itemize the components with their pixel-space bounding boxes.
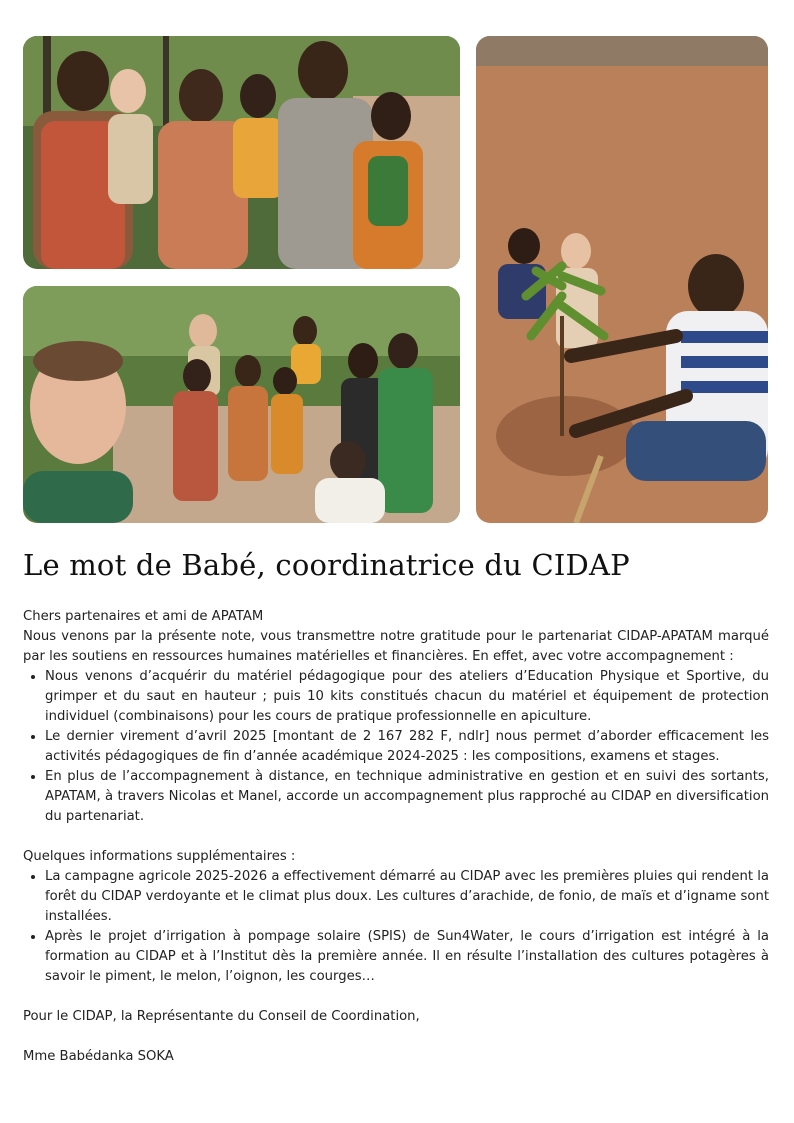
list-item: • Après le projet d’irrigation à pompage solaire (SPIS) de Sun4Water, le cours d’irrigation est intégré à la formation au CIDAP et à l’Institut dès la première année. Il en résulte l’installation des cultures potagères à savoir le piment, le melon, l’oignon, les courges… <box>45 927 769 987</box>
list-item: • La campagne agricole 2025-2026 a effectivement démarré au CIDAP avec les premières pluies qui rendent la forêt du CIDAP verdoyante et le climat plus doux. Les cultures d’arachide, de fonio, de maïs et d’igname sont installées. <box>45 867 769 927</box>
page-title: Le mot de Babé, coordinatrice du CIDAP <box>23 548 630 582</box>
salutation: Chers partenaires et ami de APATAM <box>23 609 264 624</box>
extra-heading: Quelques informations supplémentaires : <box>23 849 296 864</box>
letter-body <box>23 607 769 1067</box>
list-item: • En plus de l’accompagnement à distance, en technique administrative en gestion et en suivi des sortants, APATAM, à travers Nicolas et Manel, accorde un accompagnement plus rapproché au CIDAP en diversification du partenariat. <box>45 767 769 827</box>
list-item: • Le dernier virement d’avril 2025 [montant de 2 167 282 F, ndlr] nous permet d’aborder efficacement les activités pédagogiques de fin d’année académique 2024-2025 : les compositions, examens et stages. <box>45 727 769 767</box>
tree-planting-photo <box>476 36 768 523</box>
group-selfie-photo <box>23 286 460 523</box>
extra-list <box>23 867 769 987</box>
signature: Mme Babédanka SOKA <box>23 1049 174 1064</box>
list-item: • Nous venons d’acquérir du matériel pédagogique pour des ateliers d’Education Physique et Sportive, du grimper et du saut en hauteur ; puis 10 kits constitués chacun du matériel et équipement de protection individuel (combinaisons) pour les cours de pratique professionnelle en apiculture. <box>45 667 769 727</box>
closing-line: Pour le CIDAP, la Représentante du Conseil de Coordination, <box>23 1009 420 1024</box>
support-list <box>23 667 769 827</box>
intro-paragraph: Nous venons par la présente note, vous transmettre notre gratitude pour le partenariat CIDAP-APATAM marqué par les soutiens en ressources humaines matérielles et financières. En effet, avec votre accompagnement : <box>23 629 769 664</box>
group-photo-handshake <box>23 36 460 269</box>
